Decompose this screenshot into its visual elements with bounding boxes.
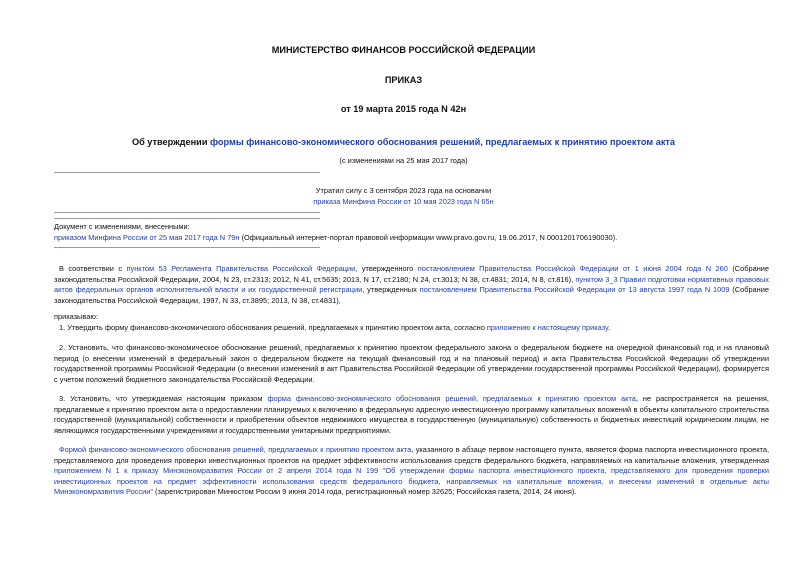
amendments-link[interactable]: приказом Минфина России от 25 мая 2017 года N 79н (54, 232, 240, 242)
doc-type-heading: ПРИКАЗ (384, 75, 423, 85)
item-1-appendix-link[interactable]: приложению к настоящему приказу (486, 323, 608, 332)
preamble-link-reglament[interactable]: пунктом 53 Регламента Правительства Российской Федерации (126, 264, 356, 273)
doc-date-heading: от 19 марта 2015 года N 42н (340, 104, 467, 114)
preamble-link-rules[interactable]: пунктом 3_3 Правил подготовки нормативных правовых актов федеральных органов исполнительной власти и их государственной регистрации (54, 274, 770, 295)
doc-title (0, 137, 807, 148)
preamble-link-postanovlenie-1009[interactable]: постановлением Правительства Российской Федерации от 13 августа 1997 года N 1009 (419, 285, 730, 295)
item-3-form-link[interactable]: форма финансово-экономического обоснования решений, предлагаемых к принятию проектом акта (267, 394, 636, 403)
item-1-paragraph (54, 323, 769, 334)
item-4-appendix-link[interactable]: приложением N 1 к приказу Минэкономразвития России от 2 апреля 2014 года N 199 "Об утверждении формы паспорта инвестиционного проекта, представляемого для проведения проверки инвестиционных проектов на предмет эффективности использования средств федерального бюджета, направляемых на капитальные вложения, и внесении изменений в отдельные акты Минэкономразвития России" (54, 466, 769, 497)
item-1-text: 1. Утвердить форму финансово-экономического обоснования решений, предлагаемых к принятию проектом акта, согласно (59, 323, 487, 332)
item-2-text: 2. Установить, что финансово-экономическое обоснование решений, предлагаемых к принятию проектом федерального закона о федеральном бюджете на очередной финансовый год и на плановый период (о внесении изменений в федеральный закон о федеральном бюджете на текущий финансовый год и на плановый период) и акта Правительства Российской Федерации об утверждении государственной программы Российской Федерации (о внесении изменений в акт Правительства Российской Федерации об утверждении государственной программы Российской Федерации), формируется с учетом положений бюджетного законодательства Российской Федерации. (54, 343, 769, 384)
item-3-text: 3. Установить, что утверждаемая настоящим приказом (59, 394, 268, 403)
preamble-text: (Собрание законодательства Российской Федерации, 1997, N 33, ст.3895; 2013, N 38, ст.4831), (54, 285, 769, 305)
item-3-paragraph (54, 394, 769, 436)
divider-line (54, 247, 320, 248)
item-4-paragraph (54, 445, 769, 498)
item-4-text: , указанного в абзаце первом настоящего пункта, является форма паспорта инвестиционного проекта, представляемого для проведения проверки инвестиционных проектов на предмет эффективности использования средств федерального бюджета, направляемых на капитальные вложения, утвержденная (54, 445, 770, 465)
preamble-text: В соответствии с (59, 264, 127, 273)
preamble-text: (Собрание законодательства Российской Федерации, 2004, N 23, ст.2313; 2012, N 41, ст.5635; 2013, N 17, ст.2180; N 24, ст.3013; N 38, ст.4831; 2014, N 8, ст.816), (54, 264, 770, 284)
divider-line (54, 218, 320, 219)
item-1-text: . (607, 323, 611, 332)
item-3-text: , не распространяется на решения, предлагаемые к принятию проектом акта о предоставлении планируемых к включению в федеральную адресную инвестиционную программу капитальных вложений в объекты капитального строительства государственной (муниципальной) собственности и приобретении объектов недвижимого имущества в государственную (муниципальную) собственность и бюджетных инвестиций юридическим лицам, не являющимся государственными учреждениями и государственными унитарными предприятиями. (54, 394, 769, 435)
preamble-text: , утвержденного (355, 264, 418, 273)
ministry-heading: МИНИСТЕРСТВО ФИНАНСОВ РОССИЙСКОЙ ФЕДЕРАЦИИ (271, 45, 536, 55)
amendments-source: (Официальный интернет-портал правовой информации www.pravo.gov.ru, 19.06.2017, N 0001201706190030). (239, 232, 618, 242)
item-4-form-link[interactable]: Формой финансово-экономического обоснования решений, предлагаемых к принятию проектом акта (59, 445, 412, 454)
doc-title-link[interactable]: формы финансово-экономического обоснования решений, предлагаемых к принятию проектом акта (210, 137, 676, 147)
amendments-intro: Документ с изменениями, внесенными: (54, 222, 190, 231)
preamble-text: , утвержденных (362, 285, 420, 295)
item-4-text: (зарегистрирован Минюстом России 9 июня 2014 года, регистрационный номер 32625; Российская газета, 2014, 24 июня). (152, 487, 577, 497)
lost-force-link[interactable]: приказа Минфина России от 10 мая 2023 года N 65н (313, 197, 494, 206)
doc-title-prefix: Об утверждении (131, 137, 211, 147)
item-2-paragraph (54, 343, 769, 385)
lost-force-line1: Утратил силу с 3 сентября 2023 года на основании (315, 186, 492, 195)
changes-note: (с изменениями на 25 мая 2017 года) (339, 156, 468, 165)
preamble-link-postanovlenie-260[interactable]: постановлением Правительства Российской Федерации от 1 июня 2004 года N 260 (417, 264, 728, 273)
divider-line (54, 172, 320, 173)
divider-line (54, 212, 320, 213)
preamble-paragraph (54, 264, 769, 306)
order-word: приказываю: (54, 312, 98, 321)
amendments-block (54, 222, 774, 243)
